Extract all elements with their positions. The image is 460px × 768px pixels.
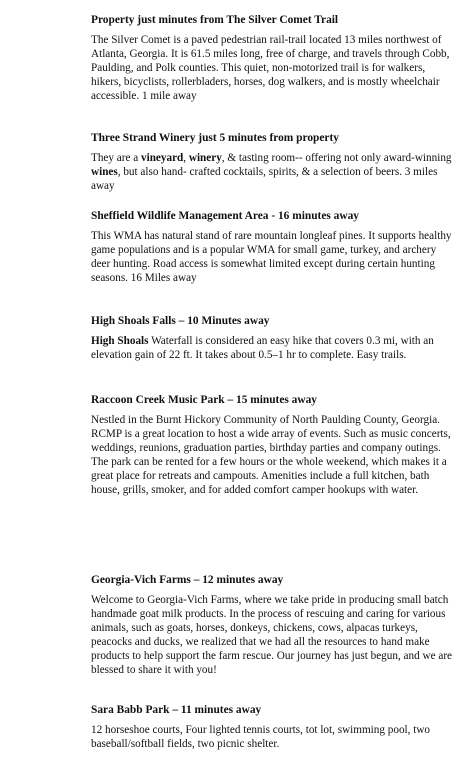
section-sheffield-wma <box>91 209 453 285</box>
body-text: Waterfall is considered an easy hike that covers 0.3 mi, with an elevation gain of 22 ft. It takes about 0.5–1 hr to complete. Easy trails. <box>91 335 434 362</box>
body-bold-vineyard: vineyard <box>141 152 184 164</box>
section-body: 12 horseshoe courts, Four lighted tennis courts, tot lot, swimming pool, two baseball/softball fields, two picnic shelter. <box>91 724 431 751</box>
body-text: , & tasting room-- offering not only award-winning <box>221 152 452 164</box>
section-title: Property just minutes from The Silver Comet Trail <box>91 14 339 26</box>
body-bold-high-shoals: High Shoals <box>91 335 149 347</box>
section-title: Sheffield Wildlife Management Area - 16 minutes away <box>91 210 359 222</box>
section-body: Welcome to Georgia-Vich Farms, where we take pride in producing small batch handmade goat milk products. In the process of rescuing and caring for various animals, such as goats, horses, donkeys, chickens, cows, alpacas turkeys, peacocks and ducks, we realized that we had all the resources to hand make products to help support the farm rescue. Our journey has just begun, and we are blessed to share it with you! <box>91 594 453 677</box>
body-text: , but also hand- crafted cocktails, spirits, & a selection of beers. 3 miles away <box>91 166 438 193</box>
section-title: Georgia-Vich Farms – 12 minutes away <box>91 574 284 586</box>
section-body <box>91 334 453 362</box>
section-title: High Shoals Falls – 10 Minutes away <box>91 315 270 327</box>
section-silver-comet <box>91 13 453 103</box>
section-three-strand-winery <box>91 131 453 193</box>
body-bold-winery: winery <box>188 152 222 164</box>
section-body: This WMA has natural stand of rare mountain longleaf pines. It supports healthy game populations and is a popular WMA for small game, turkey, and archery deer hunting. Road access is somewhat limited except during certain hunting seasons. 16 Miles away <box>91 230 452 285</box>
section-title: Three Strand Winery just 5 minutes from property <box>91 132 339 144</box>
body-bold-wines: wines <box>91 166 118 179</box>
section-raccoon-creek <box>91 393 453 498</box>
section-title: Raccoon Creek Music Park – 15 minutes away <box>91 394 317 406</box>
body-text: They are a <box>91 152 141 164</box>
section-body <box>91 151 453 193</box>
section-body: Nestled in the Burnt Hickory Community of North Paulding County, Georgia. RCMP is a great location to host a wide array of events. Such as music concerts, weddings, reunions, graduation parties, birthday parties and company outings. The park can be rented for a few hours or the whole weekend, which makes it a great place for retreats and campouts. Amenities include a full kitchen, bath house, grills, smoker, and for added comfort camper hookups with water. <box>91 414 451 497</box>
body-text: , <box>183 152 189 164</box>
section-body: The Silver Comet is a paved pedestrian rail-trail located 13 miles northwest of Atlanta, Georgia. It is 61.5 miles long, free of charge, and travels through Cobb, Paulding, and Polk counties. This quiet, non-motorized trail is for walkers, hikers, bicyclists, rollerbladers, horses, dog walkers, and is mostly wheelchair accessible. 1 mile away <box>91 34 450 103</box>
section-georgia-vich-farms <box>91 573 453 678</box>
section-title: Sara Babb Park – 11 minutes away <box>91 704 262 716</box>
section-high-shoals-falls <box>91 314 453 362</box>
section-sara-babb-park <box>91 703 453 751</box>
